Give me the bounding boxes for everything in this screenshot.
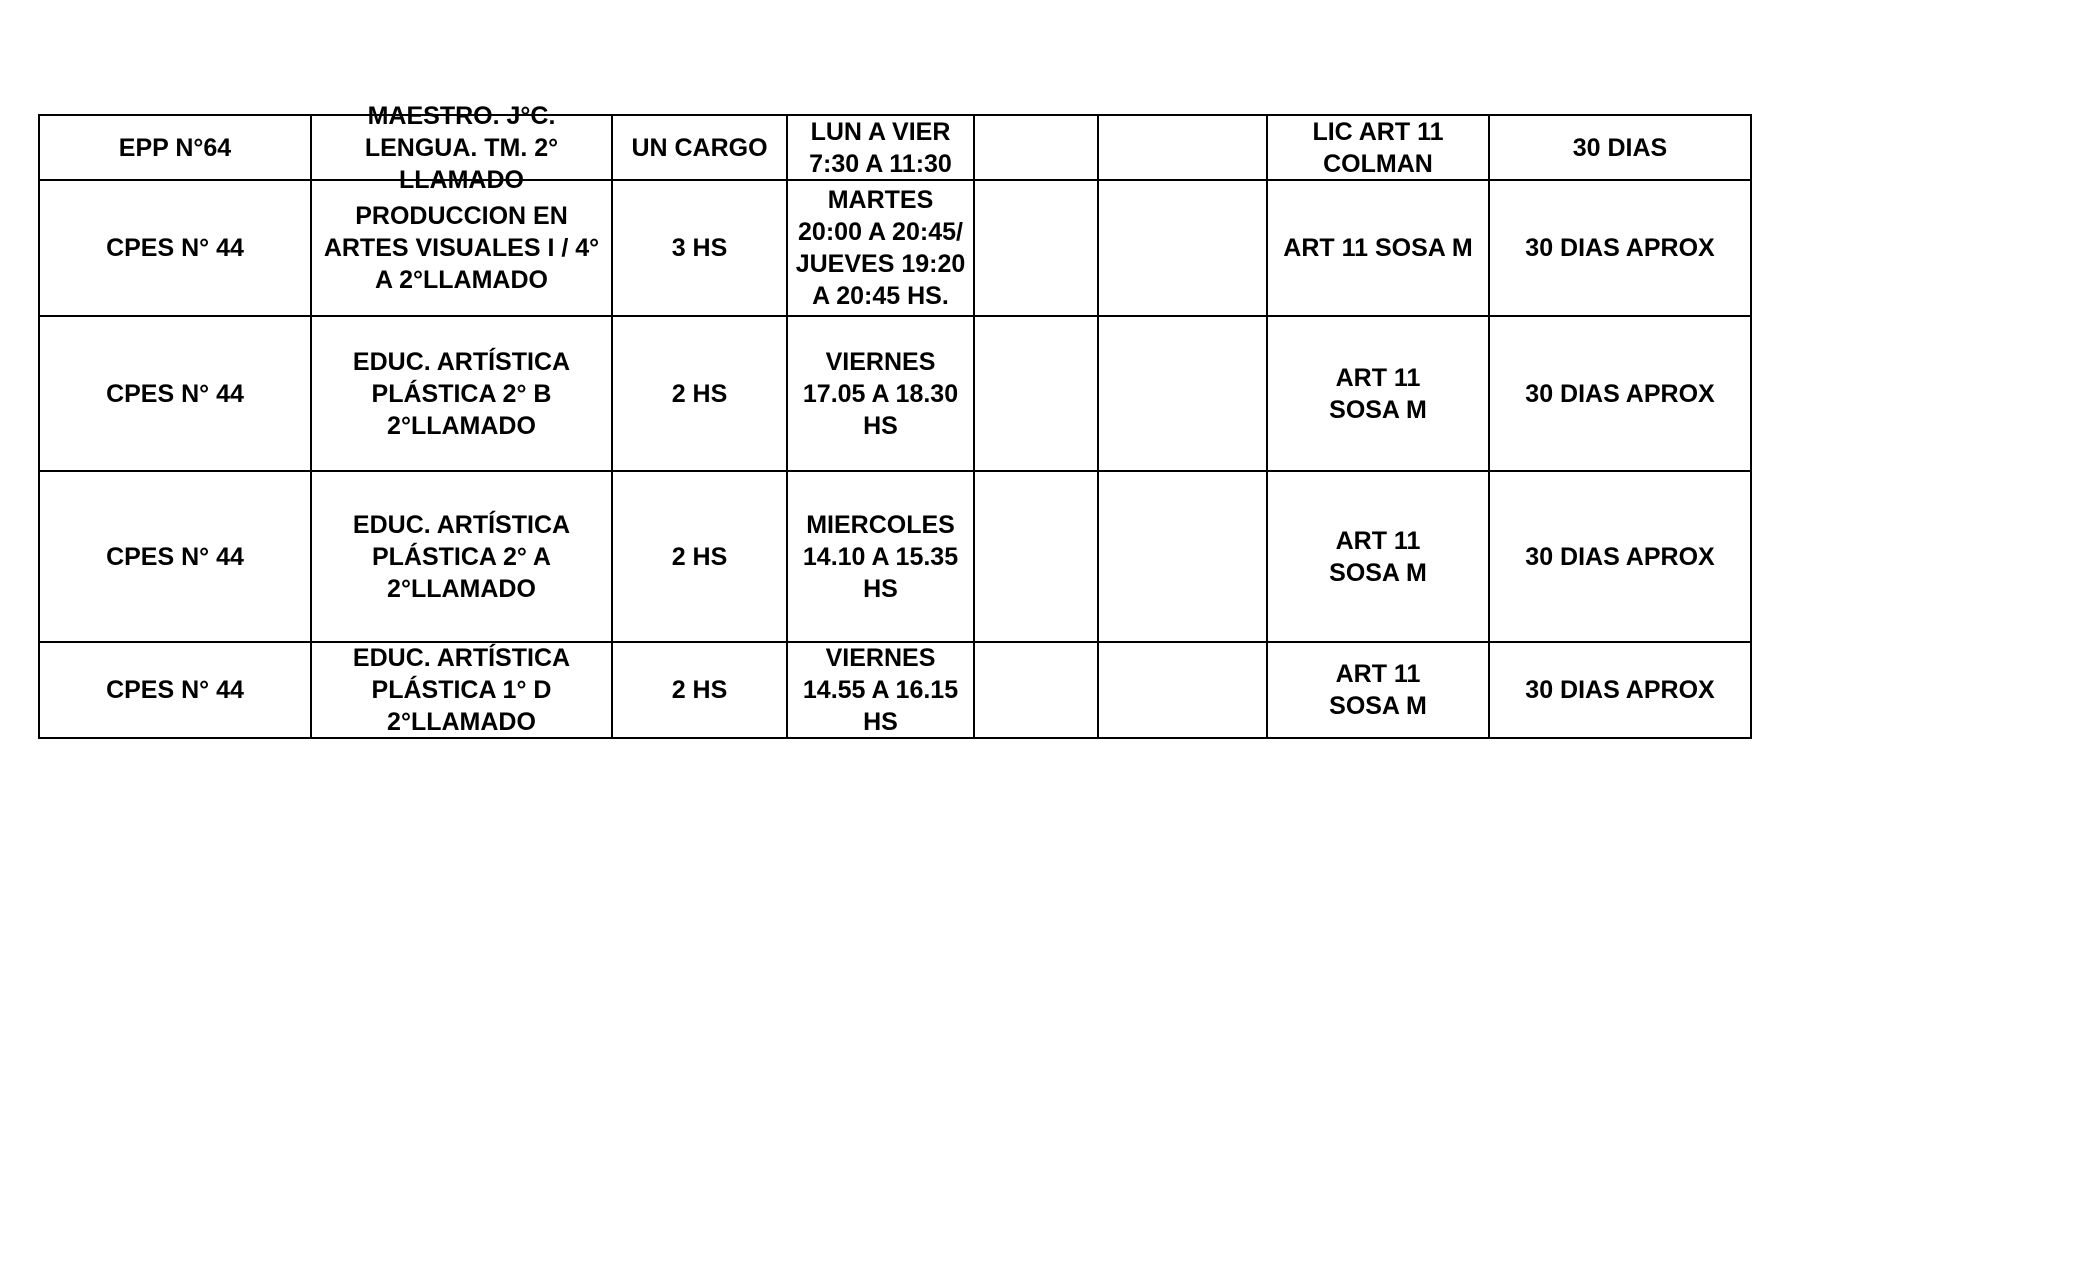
subject-cell[interactable]: EDUC. ARTÍSTICA PLÁSTICA 2° A 2°LLAMADO: [311, 471, 612, 642]
table-row: [39, 180, 1751, 316]
schedule-cell[interactable]: MARTES 20:00 A 20:45/ JUEVES 19:20 A 20:45 HS.: [787, 180, 974, 316]
duration-cell[interactable]: 30 DIAS: [1489, 115, 1751, 180]
empty-cell[interactable]: [974, 316, 1098, 471]
article-cell[interactable]: ART 11 SOSA M: [1267, 471, 1489, 642]
table-row: [39, 316, 1751, 471]
school-cell[interactable]: CPES N° 44: [39, 642, 311, 738]
school-cell[interactable]: CPES N° 44: [39, 180, 311, 316]
subject-cell[interactable]: EDUC. ARTÍSTICA PLÁSTICA 1° D 2°LLAMADO: [311, 642, 612, 738]
duration-cell[interactable]: 30 DIAS APROX: [1489, 471, 1751, 642]
schedule-cell[interactable]: VIERNES 14.55 A 16.15 HS: [787, 642, 974, 738]
article-cell[interactable]: ART 11 SOSA M: [1267, 180, 1489, 316]
article-cell[interactable]: ART 11 SOSA M: [1267, 642, 1489, 738]
article-cell[interactable]: ART 11 SOSA M: [1267, 316, 1489, 471]
table-row: [39, 471, 1751, 642]
hours-cell[interactable]: 2 HS: [612, 642, 787, 738]
empty-cell[interactable]: [974, 115, 1098, 180]
article-cell[interactable]: LIC ART 11 COLMAN: [1267, 115, 1489, 180]
subject-cell[interactable]: EDUC. ARTÍSTICA PLÁSTICA 2° B 2°LLAMADO: [311, 316, 612, 471]
hours-cell[interactable]: 3 HS: [612, 180, 787, 316]
empty-cell[interactable]: [1098, 115, 1267, 180]
schedule-cell[interactable]: LUN A VIER 7:30 A 11:30: [787, 115, 974, 180]
duration-cell[interactable]: 30 DIAS APROX: [1489, 180, 1751, 316]
subject-cell[interactable]: MAESTRO. J°C. LENGUA. TM. 2° LLAMADO: [311, 115, 612, 180]
table-row: [39, 115, 1751, 180]
hours-cell[interactable]: UN CARGO: [612, 115, 787, 180]
hours-cell[interactable]: 2 HS: [612, 471, 787, 642]
school-cell[interactable]: CPES N° 44: [39, 471, 311, 642]
school-cell[interactable]: EPP N°64: [39, 115, 311, 180]
schedule-cell[interactable]: MIERCOLES 14.10 A 15.35 HS: [787, 471, 974, 642]
empty-cell[interactable]: [1098, 316, 1267, 471]
empty-cell[interactable]: [974, 180, 1098, 316]
table-row: [39, 642, 1751, 738]
empty-cell[interactable]: [1098, 180, 1267, 316]
empty-cell[interactable]: [1098, 471, 1267, 642]
empty-cell[interactable]: [974, 471, 1098, 642]
empty-cell[interactable]: [1098, 642, 1267, 738]
duration-cell[interactable]: 30 DIAS APROX: [1489, 316, 1751, 471]
spreadsheet-table: [38, 101, 1752, 739]
schedule-cell[interactable]: VIERNES 17.05 A 18.30 HS: [787, 316, 974, 471]
hours-cell[interactable]: 2 HS: [612, 316, 787, 471]
school-cell[interactable]: CPES N° 44: [39, 316, 311, 471]
duration-cell[interactable]: 30 DIAS APROX: [1489, 642, 1751, 738]
empty-cell[interactable]: [974, 642, 1098, 738]
subject-cell[interactable]: PRODUCCION EN ARTES VISUALES I / 4° A 2°LLAMADO: [311, 180, 612, 316]
